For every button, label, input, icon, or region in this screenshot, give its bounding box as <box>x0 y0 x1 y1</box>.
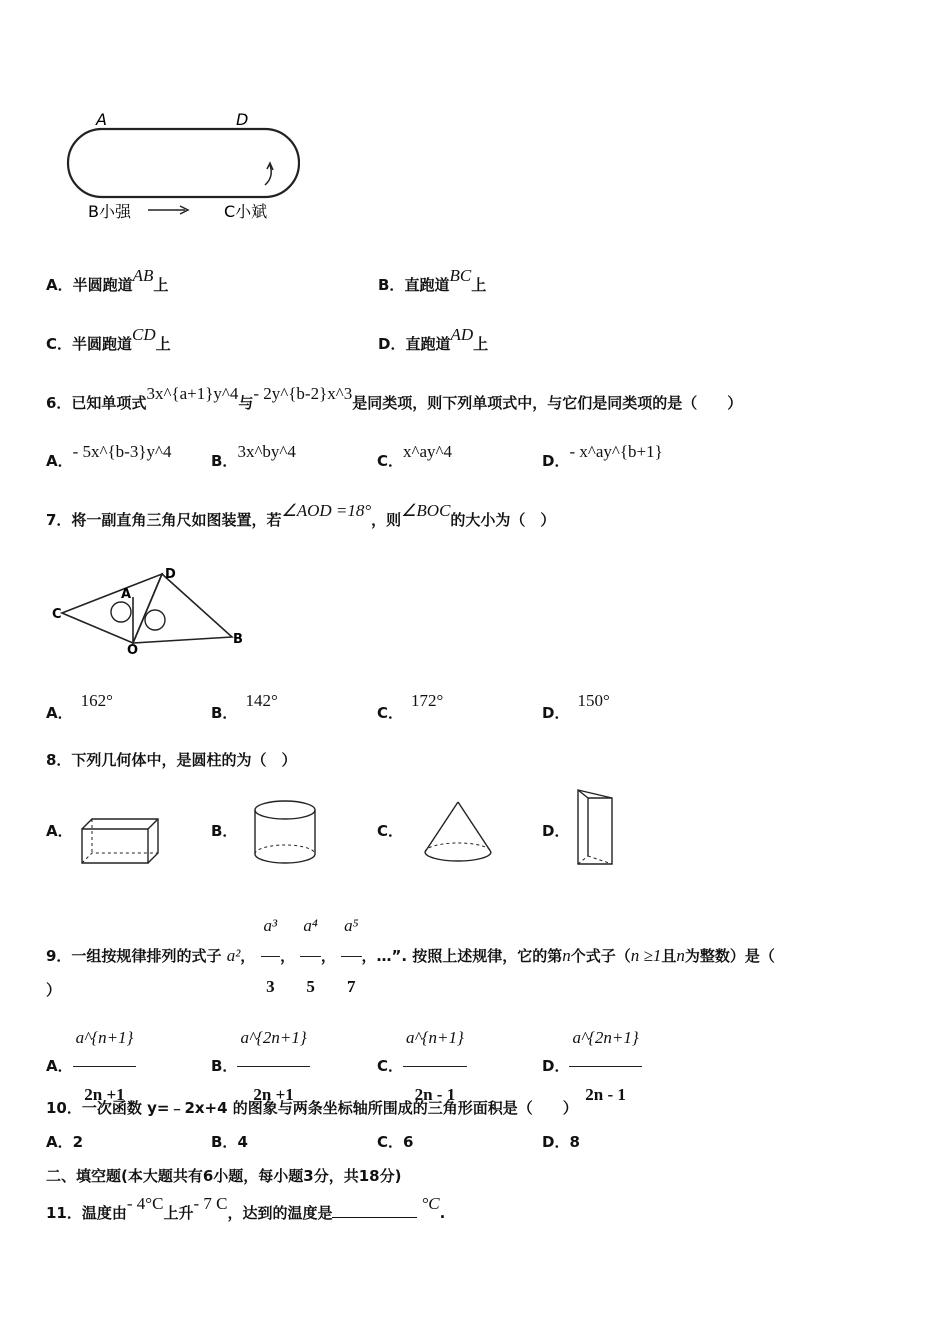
q8-stem: 8．下列几何体中，是圆柱的为（ ） <box>46 751 297 769</box>
q9-option-a[interactable]: A． $\frac{a\^{}\{n+1\}}{2n +1}$ <box>46 1010 136 1123</box>
q7-stem: 7．将一副直角三角尺如图装置，若∠AOD =18°，则∠BOC的大小为（ ） <box>46 501 556 529</box>
q7-given-angle: ∠AOD =18° <box>281 501 372 520</box>
q7-target-angle: ∠BOC <box>401 501 451 520</box>
q6-expr1: 3x^{a+1}y^4 <box>146 384 239 403</box>
label-C-xiaobin: C小斌 <box>224 202 268 221</box>
track-figure <box>60 105 300 230</box>
q9-frac-2: $\frac{\text{a⁴}}{5}$ <box>300 896 320 1017</box>
q7-option-b[interactable]: B．142° <box>211 691 278 722</box>
label-C: C <box>52 607 62 622</box>
q9-option-d[interactable]: D． $\frac{a\^{}\{2n+1\}}{2n - 1}$ <box>542 1010 642 1123</box>
q6-option-d[interactable]: D．- x^ay^{b+1} <box>542 442 663 470</box>
q11-t1: - 4°C <box>126 1194 164 1213</box>
q8-option-c[interactable]: C． <box>377 822 404 840</box>
q7-option-c[interactable]: C．172° <box>377 691 444 722</box>
label-A: A <box>96 110 107 129</box>
q9-close-paren: ） <box>46 981 62 999</box>
label-A: A <box>121 587 132 602</box>
q9-option-b[interactable]: B． $\frac{a\^{}\{2n+1\}}{2n +1}$ <box>211 1010 310 1123</box>
q10-option-b[interactable]: B．4 <box>211 1133 248 1151</box>
cylinder-shape[interactable] <box>250 798 320 868</box>
q9-frac-3: $\frac{\text{a⁵}}{7}$ <box>341 896 361 1017</box>
q10-option-a[interactable]: A．2 <box>46 1133 84 1151</box>
q7-option-a[interactable]: A．162° <box>46 691 113 722</box>
q9-first-term: a² <box>226 946 241 965</box>
q11-t2: - 7 C <box>193 1194 228 1213</box>
q9-stem: 9．一组按规律排列的式子 a²， $\frac{\text{a³}}{3}$ ， $\frac{\text{a⁴}}{5}$ ， $\frac{\text{a⁵}}{7}$ ，…”. 按照上述规律，它的第n个式子（n ≥1且n为整数）是（ <box>46 896 775 1017</box>
label-D: D <box>236 110 249 129</box>
q8-option-d[interactable]: D． <box>542 822 570 840</box>
q8-option-a[interactable]: A． <box>46 822 73 840</box>
q6-option-a[interactable]: A．- 5x^{b-3}y^4 <box>46 442 172 470</box>
label-B: B <box>233 632 243 647</box>
q6-option-b[interactable]: B．3x^by^4 <box>211 442 296 470</box>
q6-expr2: - 2y^{b-2}x^3 <box>253 384 353 403</box>
q9-frac-1: $\frac{\text{a³}}{3}$ <box>261 896 281 1017</box>
section-heading: 二、填空题(本大题共有6小题，每小题3分，共18分) <box>46 1167 402 1185</box>
q11-stem: 11．温度由- 4°C上升- 7 C，达到的温度是 °C. <box>46 1194 446 1222</box>
q10-stem: 10．一次函数 y=﹣2x+4 的图象与两条坐标轴所围成的三角形面积是（ ） <box>46 1099 578 1117</box>
q6-stem: 6．已知单项式3x^{a+1}y^4与- 2y^{b-2}x^3是同类项，则下列单项式中，与它们是同类项的是（ ） <box>46 384 743 412</box>
label-D: D <box>165 567 176 582</box>
q10-option-d[interactable]: D．8 <box>542 1133 580 1151</box>
ruler-hole-1 <box>111 602 131 622</box>
triangular-prism-shape[interactable] <box>572 786 620 870</box>
triangle-rulers-figure <box>48 562 258 657</box>
label-B-xiaoqiang: B小强 <box>88 202 131 221</box>
q5-option-d[interactable]: D．直跑道AD上 <box>378 325 489 353</box>
q10-option-c[interactable]: C．6 <box>377 1133 414 1151</box>
cone-shape[interactable] <box>420 798 496 868</box>
q6-option-c[interactable]: C．x^ay^4 <box>377 442 453 470</box>
ruler-hole-2 <box>145 610 165 630</box>
q11-answer-blank[interactable] <box>332 1217 417 1218</box>
label-O: O <box>127 643 139 657</box>
q5-option-b[interactable]: B．直跑道BC上 <box>378 266 487 294</box>
ruler-triangle-2 <box>133 574 232 643</box>
cuboid-shape[interactable] <box>78 815 164 867</box>
q8-option-b[interactable]: B． <box>211 822 238 840</box>
q5-option-a[interactable]: A．半圆跑道AB上 <box>46 266 169 294</box>
q7-option-d[interactable]: D．150° <box>542 691 610 722</box>
q5-option-c[interactable]: C．半圆跑道CD上 <box>46 325 171 353</box>
track-outline <box>68 129 299 197</box>
q9-option-c[interactable]: C． $\frac{a\^{}\{n+1\}}{2n - 1}$ <box>377 1010 467 1123</box>
